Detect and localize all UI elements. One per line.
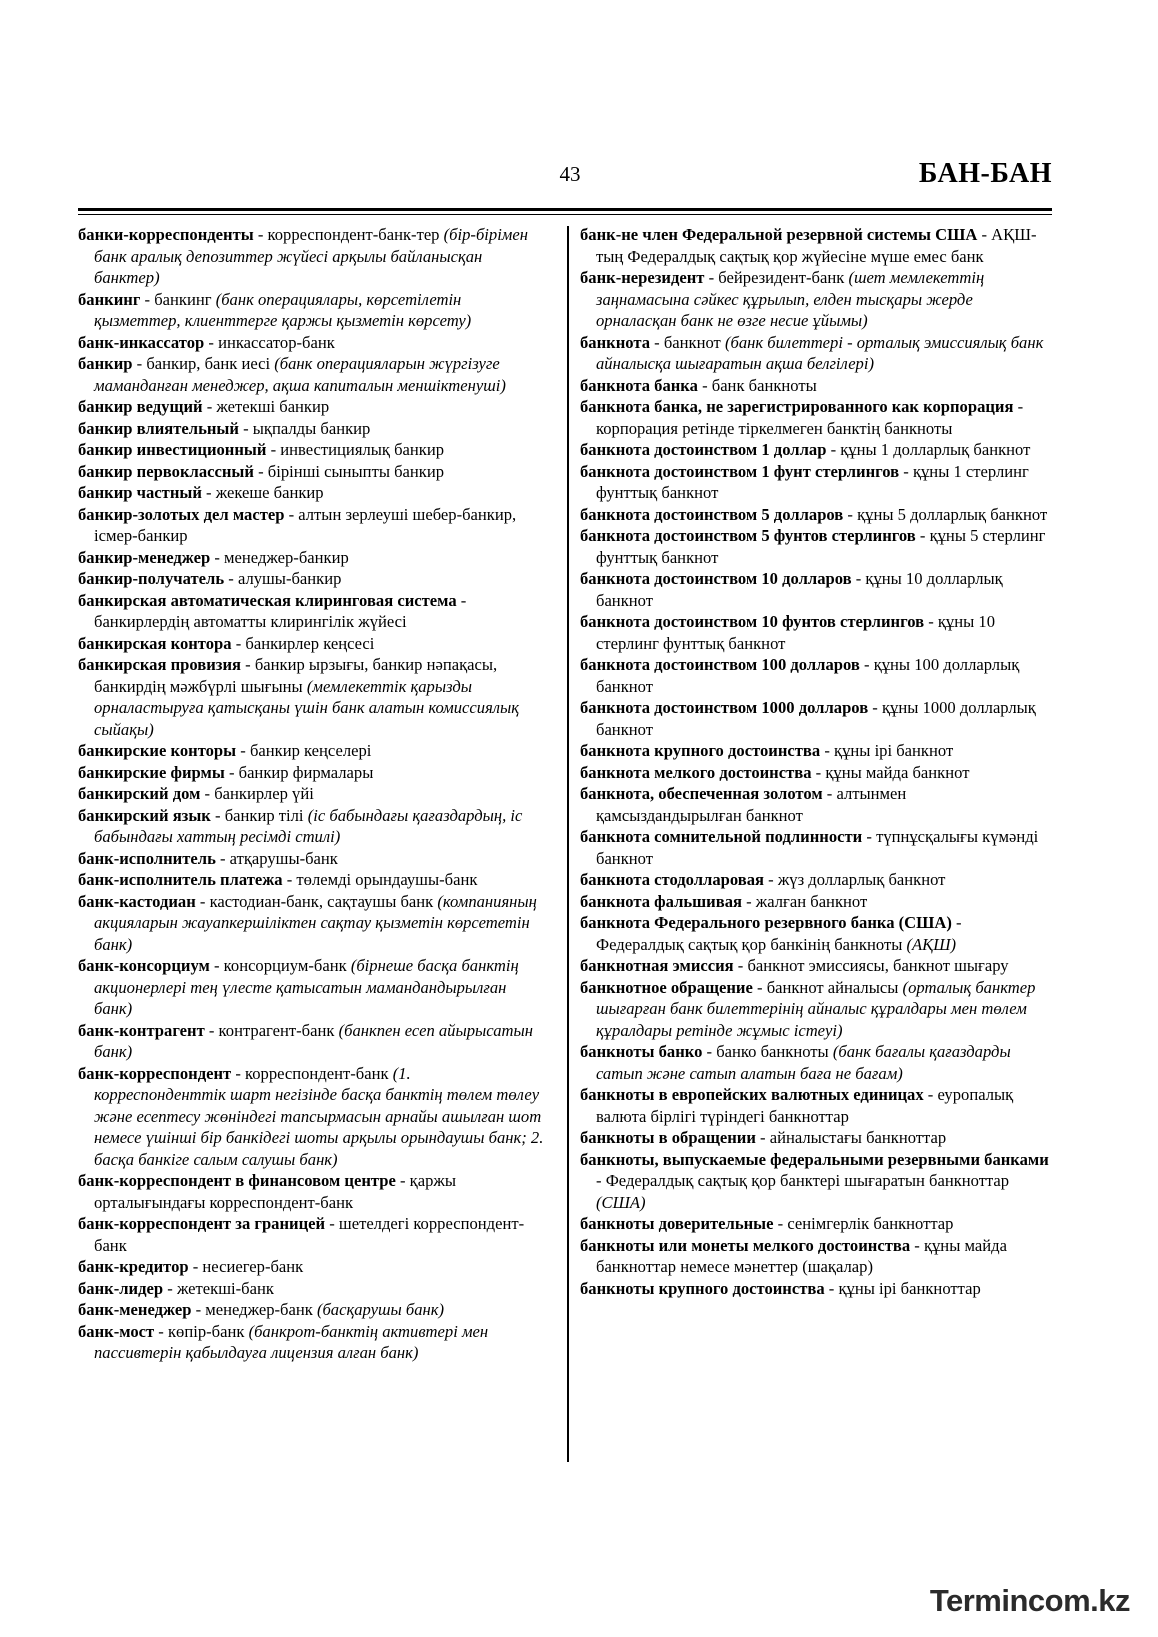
- entry-headword: банк-консорциум: [78, 956, 210, 975]
- entry-separator: -: [132, 354, 147, 373]
- entry-translation: банкнот айналысы: [766, 977, 899, 997]
- entry-separator: -: [650, 332, 664, 352]
- entry-headword: банк-исполнитель: [78, 848, 216, 868]
- entry-translation: жекеше банкир: [215, 483, 324, 502]
- entry-separator: -: [924, 612, 938, 631]
- dictionary-entry: [580, 1278, 1052, 1300]
- entry-translation: кастодиан-банк, сақтаушы банк: [209, 891, 434, 911]
- entry-separator: -: [702, 1042, 717, 1061]
- entry-headword: банк-исполнитель платежа: [78, 870, 283, 889]
- entry-separator: -: [923, 1085, 938, 1104]
- dictionary-entry: [580, 439, 1052, 461]
- dictionary-entry: [580, 375, 1052, 397]
- entry-separator: -: [596, 1171, 606, 1190]
- dictionary-entry: [78, 1321, 544, 1364]
- entry-translation: құны майда банкноттар немесе мәнеттер (шақалар): [596, 1235, 1007, 1276]
- dictionary-entry: [78, 568, 544, 590]
- entry-separator: -: [231, 1063, 245, 1083]
- dictionary-entry: [78, 504, 544, 547]
- entry-headword: банкир влиятельный: [78, 418, 239, 438]
- entry-translation: құны 5 стерлинг фунттық банкнот: [596, 526, 1046, 567]
- entry-headword: банкир ведущий: [78, 397, 203, 416]
- dictionary-entry: [78, 547, 544, 569]
- entry-separator: -: [200, 784, 215, 803]
- entry-translation: банкнот эмиссиясы, банкнот шығару: [747, 956, 1009, 975]
- entry-headword: банкнота стодолларовая: [580, 870, 765, 889]
- entry-translation: банкнот: [663, 332, 721, 352]
- entry-headword: банкинг: [78, 289, 141, 309]
- entry-translation: еуропалық валюта бірлігі түріндегі банкноттар: [596, 1085, 1014, 1126]
- entry-note: (мемлекеттік қарызды орналастыруға қатысқаны үшін банк алатын комиссиялық сыйақы): [94, 676, 520, 739]
- entry-headword: банк-менеджер: [78, 1300, 192, 1319]
- entry-headword: банк-не член Федеральной резервной системы США: [580, 225, 978, 244]
- entry-headword: банкирский дом: [78, 784, 201, 803]
- entry-separator: -: [204, 1020, 219, 1040]
- entry-note: (1. корреспонденттік шарт негізінде басқа банктің төлем төлеу және есептесу жөніндегі тапсырмасын арнайы ашылған шот немесе үшінші бір банкідегі шоты арқылы орындаушы банк; 2. басқа банкіге салым салушы банк): [94, 1063, 544, 1169]
- entry-translation: айналыстағы банкноттар: [769, 1128, 947, 1147]
- entry-translation: ықпалды банкир: [252, 418, 371, 438]
- entry-headword: банкирские фирмы: [78, 762, 225, 782]
- entry-translation: көпір-банк: [167, 1321, 245, 1341]
- entry-headword: банкнота достоинством 100 долларов: [580, 655, 860, 674]
- entry-separator: -: [822, 784, 837, 803]
- entry-headword: банкир: [78, 354, 133, 373]
- entry-translation: алтын зерлеуші шебер-банкир, ісмер-банкир: [94, 504, 517, 545]
- entry-headword: банкнотная эмиссия: [580, 956, 734, 975]
- entry-separator: -: [820, 741, 835, 760]
- entry-headword: банкноты банко: [580, 1042, 703, 1061]
- dictionary-entry: [78, 805, 544, 848]
- dictionary-entry: [78, 869, 544, 891]
- entry-translation: инвестициялық банкир: [280, 440, 445, 459]
- entry-translation: жетекші банкир: [216, 397, 330, 416]
- entry-separator: -: [266, 440, 281, 459]
- dictionary-entry: [580, 224, 1052, 267]
- entry-headword: банкнота достоинством 10 долларов: [580, 569, 852, 588]
- dictionary-entry: [580, 504, 1052, 526]
- dictionary-entry: [580, 332, 1052, 375]
- entry-translation: қаржы орталығындағы корреспондент-банк: [94, 1171, 457, 1212]
- dictionary-entry: [580, 1127, 1052, 1149]
- entry-headword: банкноты в европейских валютных единицах: [580, 1085, 924, 1104]
- entry-separator: -: [741, 891, 756, 911]
- entry-translation: банко банкноты: [716, 1042, 829, 1061]
- entry-separator: -: [752, 977, 767, 997]
- entry-translation: сенімгерлік банкноттар: [787, 1214, 954, 1233]
- entry-separator: -: [325, 1214, 339, 1233]
- dictionary-entry: [78, 396, 544, 418]
- entry-translation: АҚШ-тың Федералдық сақтық қор жүйесіне мүше емес банк: [596, 225, 1037, 266]
- entry-separator: -: [915, 526, 930, 545]
- entry-separator: -: [697, 375, 712, 395]
- dictionary-entry: [580, 1149, 1052, 1214]
- entry-translation: контрагент-банк: [218, 1020, 335, 1040]
- entry-translation: корпорация ретінде тіркелмеген банктің банкноты: [596, 418, 953, 438]
- dictionary-entry: [580, 396, 1052, 439]
- entry-separator: -: [773, 1214, 788, 1233]
- entry-translation: құны 10 стерлинг фунттық банкнот: [596, 612, 996, 653]
- entry-headword: банкноты в обращении: [580, 1128, 756, 1147]
- entry-headword: банкнота достоинством 10 фунтов стерлингов: [580, 612, 925, 631]
- entry-translation: банк банкноты: [711, 375, 817, 395]
- page-number: 43: [559, 162, 581, 186]
- entry-separator: -: [733, 956, 748, 975]
- entry-headword: банкнота фальшивая: [580, 891, 742, 911]
- entry-translation: банкинг: [154, 289, 212, 309]
- dictionary-entry: [78, 633, 544, 655]
- entry-translation: құны 100 долларлық банкнот: [596, 655, 1020, 696]
- entry-note: (шет мемлекеттің заңнамасына сәйкес құрылып, елден тысқары жерде орналасқан банк не өзге несие ұйымы): [596, 268, 985, 330]
- right-column: [580, 224, 1052, 1299]
- entry-translation: алушы-банкир: [237, 569, 342, 588]
- entry-separator: -: [843, 504, 858, 524]
- column-divider: [567, 226, 569, 1462]
- entry-note: (банкпен есеп айырысатын банк): [94, 1020, 533, 1061]
- left-column: [78, 224, 544, 1364]
- entry-headword: банкнота достоинством 1000 долларов: [580, 698, 869, 717]
- entry-headword: банкир первоклассный: [78, 461, 254, 481]
- entry-translation: инкассатор-банк: [218, 332, 335, 352]
- entry-translation: консорциум-банк: [223, 956, 347, 975]
- entry-separator: -: [826, 440, 841, 459]
- dictionary-entry: [580, 697, 1052, 740]
- dictionary-entry: [580, 568, 1052, 611]
- dictionary-entry: [78, 1213, 544, 1256]
- entry-headword: банкноты доверительные: [580, 1214, 774, 1233]
- entry-headword: банк-контрагент: [78, 1020, 205, 1040]
- dictionary-entry: [580, 826, 1052, 869]
- entry-separator: -: [188, 1257, 203, 1276]
- dictionary-entry: [78, 955, 544, 1020]
- entry-headword: банкнота достоинством 1 фунт стерлингов: [580, 461, 900, 481]
- entry-separator: -: [899, 461, 913, 481]
- entry-headword: банкир-получатель: [78, 569, 225, 588]
- entry-translation: корреспондент-банк: [245, 1063, 389, 1083]
- entry-note: (іс бабындағы қағаздардың, іс бабындағы хаттың ресімді стилі): [94, 805, 523, 846]
- dictionary-entry: [580, 740, 1052, 762]
- dictionary-entry: [78, 1278, 544, 1300]
- entry-headword: банкнота, обеспеченная золотом: [580, 784, 823, 803]
- entry-translation: түпнұсқалығы күмәнді банкнот: [596, 827, 1039, 868]
- entry-translation: төлемді орындаушы-банк: [296, 870, 478, 889]
- entry-separator: -: [191, 1300, 206, 1319]
- dictionary-entry: [580, 654, 1052, 697]
- entry-separator: -: [231, 633, 246, 653]
- entry-headword: банкирская контора: [78, 633, 232, 653]
- entry-separator: -: [210, 547, 225, 567]
- entry-separator: -: [811, 762, 826, 782]
- entry-translation: банкир тілі: [224, 805, 304, 825]
- entry-translation: құны ірі банкноттар: [838, 1278, 981, 1298]
- entry-separator: -: [910, 1235, 924, 1255]
- entry-headword: банкирская провизия: [78, 655, 242, 674]
- running-head: БАН-БАН: [918, 158, 1052, 189]
- entry-headword: банки-корреспонденты: [78, 225, 254, 244]
- entry-headword: банкнота мелкого достоинства: [580, 762, 812, 782]
- dictionary-entry: [580, 869, 1052, 891]
- dictionary-entry: [78, 762, 544, 784]
- dictionary-entry: [78, 891, 544, 956]
- entry-note: (басқарушы банк): [316, 1300, 445, 1319]
- dictionary-entry: [78, 439, 544, 461]
- entry-note: (банкрот-банктің активтері мен пассивтерін қабылдауға лицензия алған банк): [94, 1321, 489, 1362]
- dictionary-entry: [78, 289, 544, 332]
- dictionary-entry: [78, 1063, 544, 1171]
- entry-separator: -: [209, 956, 224, 975]
- entry-separator: -: [224, 569, 238, 588]
- entry-translation: құны 1 стерлинг фунттық банкнот: [596, 461, 1029, 502]
- entry-headword: банкнота достоинством 5 долларов: [580, 504, 844, 524]
- entry-headword: банкир частный: [78, 483, 202, 502]
- dictionary-entry: [580, 783, 1052, 826]
- entry-headword: банк-инкассатор: [78, 332, 205, 352]
- entry-headword: банкирские конторы: [78, 741, 237, 760]
- entry-translation: бейрезидент-банк: [718, 268, 845, 287]
- entry-separator: -: [282, 870, 297, 889]
- entry-separator: -: [154, 1321, 168, 1341]
- header-rule-thin: [78, 214, 1052, 215]
- entry-separator: -: [202, 397, 217, 416]
- entry-translation: корреспондент-банк-тер: [267, 225, 440, 244]
- entry-headword: банкнота крупного достоинства: [580, 741, 821, 760]
- dictionary-entry: [580, 977, 1052, 1042]
- entry-separator: -: [201, 483, 216, 502]
- dictionary-entry: [580, 891, 1052, 913]
- entry-separator: -: [163, 1278, 177, 1298]
- entry-translation: Федералдық сақтық қор банкінің банкноты: [596, 934, 903, 954]
- entry-separator: -: [284, 504, 299, 524]
- entry-headword: банкнота достоинством 5 фунтов стерлингов: [580, 526, 916, 545]
- entry-translation: жалған банкнот: [755, 891, 868, 911]
- entry-translation: құны 10 долларлық банкнот: [596, 569, 1003, 610]
- entry-translation: бірінші сыныпты банкир: [267, 461, 445, 481]
- entry-headword: банк-корреспондент за границей: [78, 1214, 326, 1233]
- entry-translation: банкирлердің автоматты клирингілік жүйесі: [94, 612, 407, 631]
- dictionary-entry: [580, 461, 1052, 504]
- dictionary-entry: [580, 1213, 1052, 1235]
- entry-separator: -: [395, 1171, 410, 1190]
- entry-translation: менеджер-банк: [205, 1300, 313, 1319]
- entry-separator: -: [704, 268, 719, 287]
- dictionary-entry: [78, 224, 544, 289]
- entry-headword: банкнота банка, не зарегистрированного как корпорация: [580, 397, 1014, 416]
- entry-translation: құны 5 долларлық банкнот: [857, 504, 1048, 524]
- dictionary-entry: [580, 955, 1052, 977]
- entry-headword: банк-нерезидент: [580, 268, 705, 287]
- dictionary-entry: [580, 1041, 1052, 1084]
- entry-headword: банкнота: [580, 332, 651, 352]
- entry-note: (бірнеше басқа банктің акционерлері тең үлесте қатысатын мамандандырылған банк): [94, 956, 519, 1018]
- entry-translation: алтынмен қамсыздандырылған банкнот: [596, 784, 907, 825]
- entry-separator: -: [951, 913, 962, 932]
- entry-translation: банкир, банк иесі: [146, 354, 271, 373]
- entry-translation: құны 1 долларлық банкнот: [840, 440, 1031, 459]
- entry-headword: банкноты, выпускаемые федеральными резервными банками: [580, 1149, 1049, 1169]
- entry-separator: -: [238, 418, 253, 438]
- dictionary-entry: [78, 353, 544, 396]
- entry-translation: банкир ырзығы, банкир нәпақасы, банкирдің мәжбүрлі шығыны: [94, 655, 498, 696]
- entry-headword: банкнота достоинством 1 доллар: [580, 440, 827, 459]
- entry-headword: банк-мост: [78, 1321, 155, 1341]
- entry-translation: банкирлер кеңсесі: [245, 633, 375, 653]
- entry-note: (орталық банктер шығарған банк билеттерінің айналыс құралдары мен төлем құралдары ретінде жұмыс істеуі): [596, 977, 1036, 1040]
- entry-headword: банкир-менеджер: [78, 547, 211, 567]
- entry-headword: банк-кредитор: [78, 1257, 189, 1276]
- entry-translation: жетекші-банк: [176, 1278, 274, 1298]
- entry-translation: атқарушы-банк: [229, 848, 338, 868]
- dictionary-entry: [78, 1299, 544, 1321]
- entry-separator: -: [859, 655, 874, 674]
- entry-translation: банкирлер үйі: [214, 784, 314, 803]
- dictionary-entry: [78, 1256, 544, 1278]
- entry-translation: несиегер-банк: [202, 1257, 304, 1276]
- dictionary-entry: [580, 611, 1052, 654]
- entry-separator: -: [977, 225, 992, 244]
- site-logo: Termincom.kz: [929, 1583, 1130, 1618]
- dictionary-entry: [78, 783, 544, 805]
- entry-headword: банкнота Федерального резервного банка (США): [580, 913, 952, 932]
- entry-note: (банк бағалы қағаздарды сатып және сатып алатын баға не бағам): [596, 1042, 1011, 1083]
- dictionary-entry: [78, 461, 544, 483]
- entry-headword: банкир инвестиционный: [78, 440, 267, 459]
- entry-separator: -: [236, 741, 250, 760]
- dictionary-entry: [580, 1235, 1052, 1278]
- entry-translation: құны майда банкнот: [825, 762, 970, 782]
- entry-note: (США): [596, 1192, 646, 1212]
- entry-headword: банкноты или монеты мелкого достоинства: [580, 1235, 911, 1255]
- entry-headword: банкнота банка: [580, 375, 698, 395]
- entry-headword: банкнота сомнительной подлинности: [580, 827, 863, 846]
- dictionary-entry: [78, 1020, 544, 1063]
- entry-note: (АҚШ): [906, 934, 957, 954]
- dictionary-entry: [78, 740, 544, 762]
- entry-headword: банкирская автоматическая клиринговая система: [78, 590, 457, 610]
- dictionary-entry: [78, 590, 544, 633]
- entry-headword: банкирский язык: [78, 805, 211, 825]
- entry-translation: менеджер-банкир: [224, 547, 349, 567]
- entry-translation: жүз долларлық банкнот: [777, 870, 946, 889]
- entry-headword: банкир-золотых дел мастер: [78, 504, 285, 524]
- entry-separator: -: [764, 870, 778, 889]
- entry-headword: банкнотное обращение: [580, 977, 753, 997]
- entry-separator: -: [253, 225, 268, 244]
- entry-translation: құны ірі банкнот: [834, 741, 954, 760]
- entry-separator: -: [1013, 397, 1024, 416]
- entry-note: (компанияның акцияларын жауапкершіліктен сақтау қызметін көрсететін банк): [94, 891, 537, 954]
- entry-separator: -: [456, 590, 467, 610]
- entry-note: (банк операцияларын жүргізуге маманданған менеджер, ақша капиталын меншіктенуші): [94, 354, 506, 395]
- entry-translation: банкир фирмалары: [238, 762, 374, 782]
- entry-separator: -: [868, 698, 882, 717]
- entry-translation: құны 1000 долларлық банкнот: [596, 698, 1036, 739]
- dictionary-entry: [580, 267, 1052, 332]
- entry-separator: -: [755, 1128, 770, 1147]
- entry-separator: -: [215, 848, 230, 868]
- dictionary-entry: [78, 1170, 544, 1213]
- entry-translation: банкир кеңселері: [249, 741, 372, 760]
- header-rule: [78, 208, 1052, 211]
- entry-note: (бір-бірімен банк аралық депозиттер жүйесі арқылы байланысқан банктер): [94, 225, 528, 287]
- entry-headword: банк-кастодиан: [78, 891, 196, 911]
- entry-translation: Федералдық сақтық қор банктері шығаратын банкноттар: [605, 1171, 1010, 1190]
- entry-separator: -: [241, 655, 255, 674]
- entry-note: (банк операциялары, көрсетілетін қызметтер, клиенттерге қаржы қызметін көрсету): [94, 289, 472, 330]
- dictionary-entry: [580, 525, 1052, 568]
- entry-separator: -: [253, 461, 268, 481]
- entry-headword: банк-корреспондент в финансовом центре: [78, 1171, 396, 1190]
- entry-separator: -: [824, 1278, 839, 1298]
- entry-separator: -: [224, 762, 239, 782]
- entry-headword: банкноты крупного достоинства: [580, 1278, 825, 1298]
- dictionary-entry: [78, 332, 544, 354]
- dictionary-entry: [78, 418, 544, 440]
- entry-note: (банк билеттері - орталық эмиссиялық банк айналысқа шығаратын ақша белгілері): [596, 332, 1044, 373]
- entry-separator: -: [862, 827, 877, 846]
- dictionary-entry: [580, 912, 1052, 955]
- dictionary-entry: [580, 1084, 1052, 1127]
- entry-translation: шетелдегі корреспондент-банк: [94, 1214, 525, 1255]
- dictionary-entry: [580, 762, 1052, 784]
- entry-separator: -: [140, 289, 155, 309]
- entry-separator: -: [851, 569, 866, 588]
- entry-separator: -: [204, 332, 219, 352]
- dictionary-entry: [78, 482, 544, 504]
- entry-separator: -: [195, 891, 210, 911]
- entry-headword: банк-корреспондент: [78, 1063, 232, 1083]
- dictionary-entry: [78, 848, 544, 870]
- entry-separator: -: [210, 805, 225, 825]
- entry-headword: банк-лидер: [78, 1278, 164, 1298]
- dictionary-entry: [78, 654, 544, 740]
